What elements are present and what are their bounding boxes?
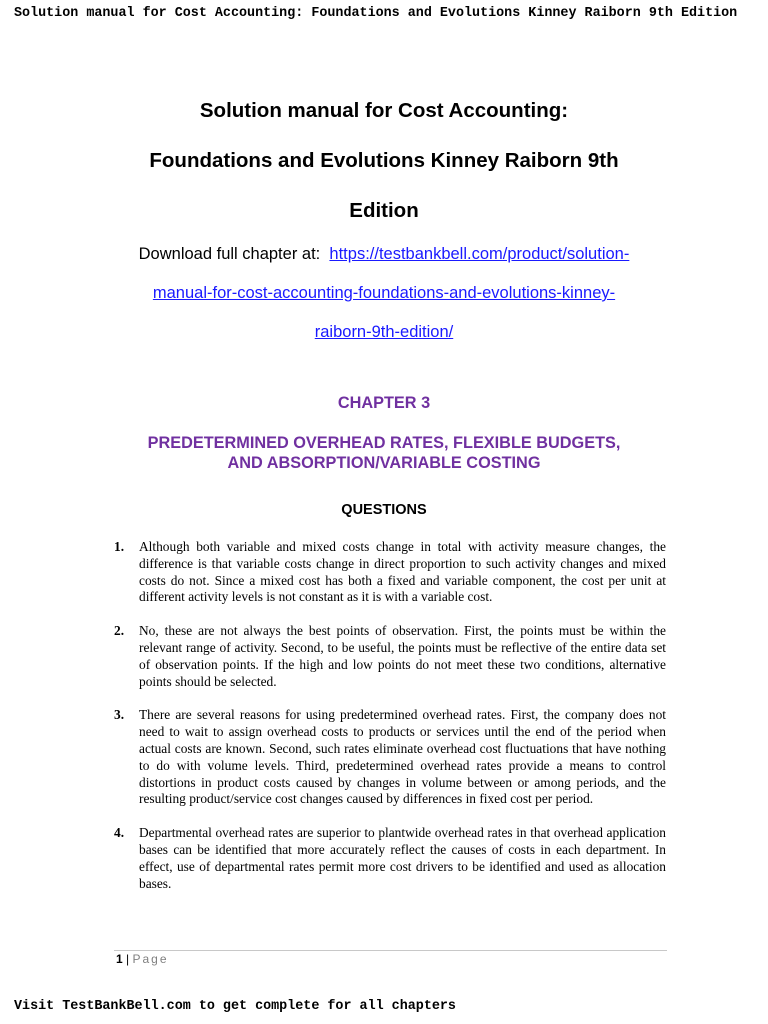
chapter-title-line-1: PREDETERMINED OVERHEAD RATES, FLEXIBLE BUDGETS, xyxy=(147,434,621,452)
download-line-2 xyxy=(0,274,768,313)
title-line-3: Edition xyxy=(349,199,419,222)
document-title xyxy=(0,86,768,236)
chapter-title xyxy=(0,433,768,473)
page-number: 1 xyxy=(116,952,123,966)
download-line-3 xyxy=(0,313,768,352)
question-number: 4. xyxy=(114,825,125,841)
download-link-part-1[interactable]: https://testbankbell.com/product/solution- xyxy=(329,245,630,263)
download-label: Download full chapter at: xyxy=(138,245,321,263)
questions-heading: QUESTIONS xyxy=(341,502,427,518)
top-banner: Solution manual for Cost Accounting: Foundations and Evolutions Kinney Raiborn 9th Edition xyxy=(14,6,738,21)
download-link-part-2[interactable]: manual-for-cost-accounting-foundations-and-evolutions-kinney- xyxy=(152,284,616,302)
question-item xyxy=(114,707,666,808)
title-line-1: Solution manual for Cost Accounting: xyxy=(199,99,569,122)
question-answer-text: There are several reasons for using predetermined overhead rates. First, the company does not need to wait to assign overhead costs to products or services until the end of the period when actual costs are known. Second, such rates eliminate overhead cost fluctuations that have nothing to do with volume levels. Third, predetermined overhead rates provide a means to control distortions in product costs caused by changes in volume between or among periods, and the resulting product/service cost changes caused by differences in fixed cost per period. xyxy=(139,707,666,807)
footer-divider xyxy=(114,950,667,951)
page-label: Page xyxy=(132,952,169,966)
chapter-number: CHAPTER 3 xyxy=(337,394,431,412)
question-answer-text: Departmental overhead rates are superior to plantwide overhead rates in that overhead application bases can be identified that more accurately reflect the causes of costs in each department. In effect, use of departmental rates permit more cost drivers to be identified and used as allocation bases. xyxy=(139,825,666,891)
question-number: 2. xyxy=(114,623,125,639)
question-answer-text: Although both variable and mixed costs change in total with activity measure changes, the difference is that variable costs change in direct proportion to such activity changes and mixed costs do not. Since a mixed cost has both a fixed and variable component, the cost per unit at different activity levels is not constant as it is with a variable cost. xyxy=(139,539,666,605)
question-item xyxy=(114,539,666,606)
page-separator: | xyxy=(126,952,130,966)
question-number: 3. xyxy=(114,707,125,723)
title-line-2: Foundations and Evolutions Kinney Raiborn 9th xyxy=(149,149,619,172)
question-item xyxy=(114,825,666,892)
chapter-title-line-2: AND ABSORPTION/VARIABLE COSTING xyxy=(227,454,541,472)
question-item xyxy=(114,623,666,690)
question-answer-text: No, these are not always the best points of observation. First, the points must be within the relevant range of activity. Second, to be useful, the points must be reflective of the entire data set of observation points. If the high and low points do not meet these two conditions, alternative points should be selected. xyxy=(139,623,666,689)
questions-list xyxy=(114,539,666,909)
download-line-1 xyxy=(0,235,768,274)
download-link-part-3[interactable]: raiborn-9th-edition/ xyxy=(314,323,454,341)
bottom-banner: Visit TestBankBell.com to get complete for all chapters xyxy=(14,999,456,1014)
page-footer xyxy=(116,952,169,966)
question-number: 1. xyxy=(114,539,125,554)
download-section xyxy=(0,235,768,352)
